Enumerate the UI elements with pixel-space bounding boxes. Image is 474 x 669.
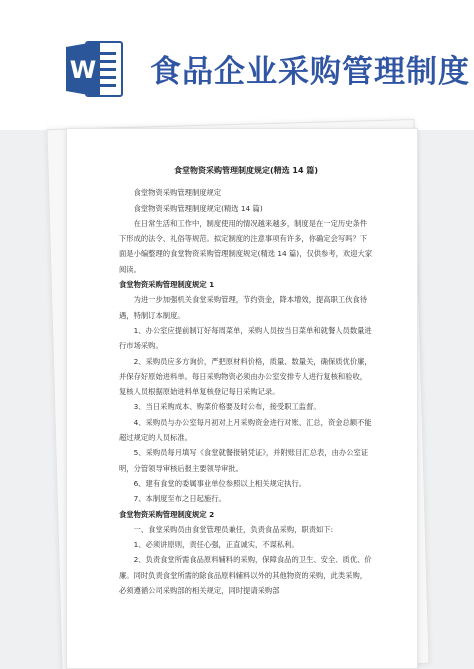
section1-paragraph: 7、本制度至布之日起施行。: [133, 494, 226, 504]
header-banner: [0, 0, 474, 130]
banner-title: 食品企业采购管理制度: [150, 54, 470, 90]
section-heading-1: 食堂物资采购管理制度规定 1: [119, 280, 215, 290]
section1-paragraph: 4、采购员与办公室每月初对上月采购资金进行对账、汇总，资金总额不能超过规定的人员标准。: [119, 417, 372, 443]
section1-paragraph: 1、办公室应提前制订好每周菜单，采购人员按当日菜单和就餐人员数量进行市场采购。: [119, 325, 372, 351]
intro-line-1: 食堂物资采购管理制度规定: [133, 188, 222, 198]
intro-line-2: 食堂物资采购管理制度规定(精选 14 篇): [133, 203, 263, 213]
section1-paragraph: 6、建有食堂的委属事业单位参照以上相关规定执行。: [133, 478, 307, 488]
section2-paragraph: 1、必须讲原则，责任心强，正直诚实，不谋私利。: [133, 540, 299, 550]
section1-paragraph: 为进一步加强机关食堂采购管理，节约资金，降本增效，提高职工伙食待遇，特制订本制度。: [119, 295, 368, 320]
svg-text:W: W: [69, 56, 97, 84]
intro-paragraph: 在日常生活和工作中，制度使用的情况越来越多，制度是在一定历史条件下形成的法令、礼俗等规范。拟定制度的注意事项有许多，你确定会写吗？下面是小编整理的食堂物资采购管理制度规定(精选 14 篇)，仅供参考，欢迎大家阅读。: [119, 218, 373, 274]
section-heading-2: 食堂物资采购管理制度规定 2: [119, 509, 215, 519]
document-page: [66, 128, 418, 669]
section2-paragraph: 一、食堂采购员由食堂管理员兼任，负责食品采购，职责如下:: [133, 524, 334, 534]
section1-paragraph: 5、采购员每月填写《食堂就餐报销凭证》，并附账目汇总表，由办公室证明，分管领导审核后报主要领导审批。: [119, 448, 369, 473]
section1-paragraph: 2、采购员应多方询价，严把原材料价格，质量、数量关，确保质优价廉，并保存好原始进料单。每日采购物资必须由办公室安排专人进行复核和验收，复核人员根据原始进料单复核登记每日采购记录。: [119, 356, 372, 397]
document-content: [119, 163, 373, 598]
word-document-icon: [64, 38, 126, 100]
section1-paragraph: 3、当日采购成本、购菜价格要及时公布，接受职工监督。: [133, 402, 321, 412]
section2-paragraph: 2、负责食堂所需食品原料辅料的采购，保障食品的卫生、安全、质优、价廉。同时负责食堂所需的除食品原料辅料以外的其他物资的采购，此类采购，必须遵循公司采购部的相关规定，同时提请采购部: [119, 555, 372, 596]
document-title: 食堂物资采购管理制度规定(精选 14 篇): [173, 166, 318, 175]
